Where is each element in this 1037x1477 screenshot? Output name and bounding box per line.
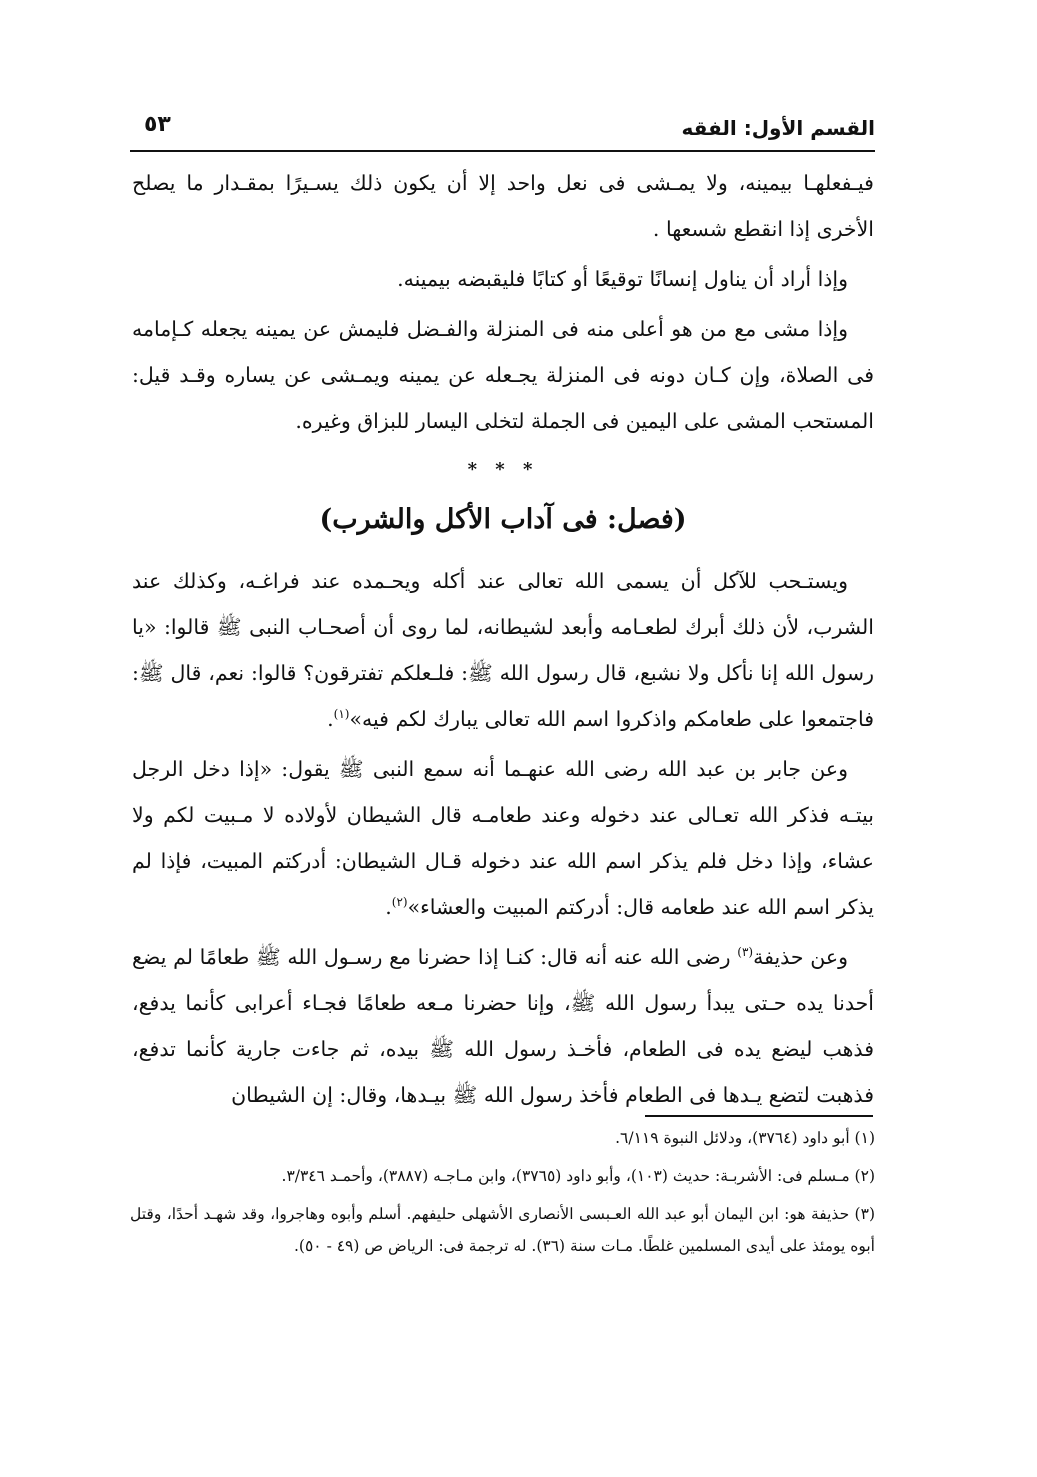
footnote-marker: (٣) bbox=[737, 945, 754, 960]
paragraph: وإذا أراد أن يناول إنسانًا توقيعًا أو كتابًا فليقبضه بيمينه. bbox=[397, 267, 848, 291]
section-separator: * * * bbox=[467, 459, 539, 480]
footnotes bbox=[130, 1122, 875, 1268]
footnote-divider bbox=[645, 1115, 873, 1117]
footnote-2: (٢) مـسلم فى: الأشربـة: حديث (١٠٣)، وأبو داود (٣٧٦٥)، وابن مـاجـه (٣٨٨٧)، وأحمـد ٣/٣٤٦. bbox=[281, 1167, 875, 1185]
paragraph: وإذا مشى مع من هو أعلى منه فى المنزلة والفـضل فليمش عن يمينه يجعله كـإمامه فى الصلاة، وإن كـان دونه فى المنزلة يجـعله عن يمينه ويمـشى عن يساره وقـد قيل: المستحب المشى على اليمين فى الجملة لتخلى اليسار للبزاق وغيره. bbox=[132, 317, 874, 433]
paragraph-tail: . bbox=[327, 707, 334, 731]
paragraph bbox=[132, 746, 874, 930]
page-number: ٥٣ bbox=[144, 112, 171, 137]
footnote-marker: (١) bbox=[333, 707, 350, 722]
paragraph bbox=[132, 934, 874, 1118]
paragraph bbox=[132, 558, 874, 742]
paragraph-text: وعن جابر بن عبد الله رضى الله عنهـما أنه سمع النبى ﷺ يقول: «إذا دخل الرجل بيتـه فذكر الله تعـالى عند دخوله وعند طعامـه قال الشيطان لأولاده لا مـبيت لكم ولا عشاء، وإذا دخل فلم يذكر اسم الله عند دخوله قـال الشيطان: أدركتم المبيت، فإذا لم يذكر اسم الله عند طعامه قال: أدركتم المبيت والعشاء» bbox=[132, 757, 874, 919]
paragraph-text: ويستـحب للآكل أن يسمى الله تعالى عند أكله ويحـمده عند فراغـه، وكذلك عند الشرب، لأن ذلك أبرك لطعـامه وأبعد لشيطانه، لما روى أن أصحـاب النبى ﷺ قالوا: «يا رسول الله إنا نأكل ولا نشبع، قال رسول الله ﷺ: فلـعلكم تفترقون؟ قالوا: نعم، قال ﷺ: فاجتمعوا على طعامكم واذكروا اسم الله تعالى يبارك لكم فيه» bbox=[132, 569, 874, 731]
paragraph-continued: فيـفعلهـا بيمينه، ولا يمـشى فى نعل واحد إلا أن يكون ذلك يسـيرًا بمقـدار ما يصلح الأخرى إذا انقطع شسعها . bbox=[132, 171, 874, 241]
footnote-1: (١) أبو داود (٣٧٦٤)، ودلائل النبوة ٦/١١٩. bbox=[615, 1129, 875, 1147]
footnote-marker: (٢) bbox=[391, 895, 408, 910]
paragraph-tail: رضى الله عنه أنه قال: كنـا إذا حضرنا مع رسـول الله ﷺ طعامًا لم يضع أحدنا يده حـتى يبدأ رسول الله ﷺ، وإنا حضرنا مـعه طعامًا فجـاء أعرابى كأنما يدفع، فذهب ليضع يده فى الطعام، فأخـذ رسول الله ﷺ بيده، ثم جاءت جارية كأنما تدفع، فذهبت لتضع يـدها فى الطعام فأخذ رسول الله ﷺ بيـدها، وقال: إن الشيطان bbox=[132, 945, 874, 1107]
paragraph-text: وعن حذيفة bbox=[753, 945, 848, 969]
header-title: القسم الأول: الفقه bbox=[681, 116, 875, 140]
footnote-3: (٣) حذيفة هو: ابن اليمان أبو عبد الله العـبسى الأنصارى الأشهلى حليفهم. أسلم وأبوه وهاجروا، وقد شهـد أحدًا، وقتل أبوه يومئذ على أيدى المسلمين غلطًا. مـات سنة (٣٦). له ترجمة فى: الرياض ص (٤٩ - ٥٠). bbox=[130, 1205, 875, 1255]
paragraph-tail: . bbox=[385, 895, 392, 919]
section-heading: (فصل: فى آداب الأكل والشرب) bbox=[319, 504, 687, 535]
main-text bbox=[132, 160, 874, 1122]
running-header bbox=[130, 110, 875, 152]
